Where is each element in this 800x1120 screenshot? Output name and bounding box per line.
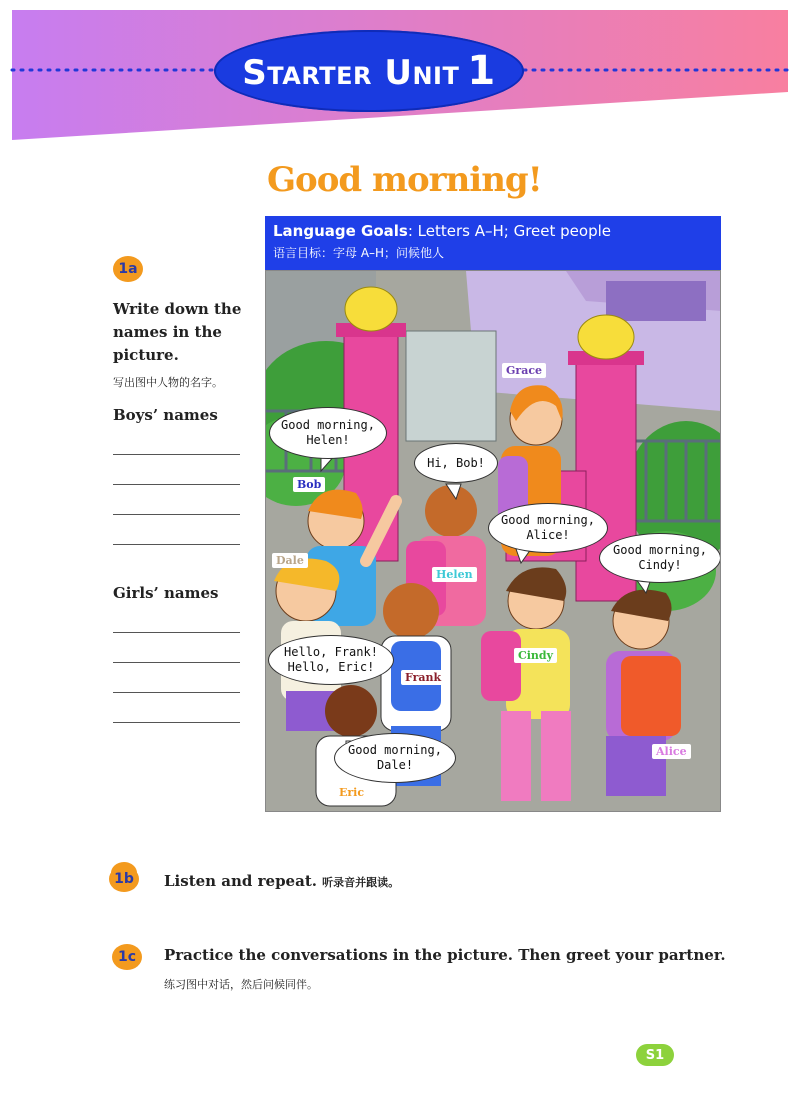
bubble-good-morning-dale bbox=[334, 733, 456, 783]
bubble-hi-bob bbox=[414, 443, 498, 483]
bubble-line: Helen! bbox=[306, 433, 350, 447]
badge-1c: 1c bbox=[112, 944, 142, 970]
goals-label: Language Goals bbox=[273, 222, 408, 240]
bubble-line: Hello, Eric! bbox=[287, 660, 375, 674]
boys-name-line-2[interactable] bbox=[113, 484, 240, 485]
bubble-line: Dale! bbox=[376, 758, 414, 772]
name-tag-frank: Frank bbox=[401, 670, 445, 685]
bubble-line: Hi, Bob! bbox=[427, 455, 485, 470]
boys-name-line-1[interactable] bbox=[113, 454, 240, 455]
lesson-title: Good morning! bbox=[267, 160, 542, 200]
bubble-line: Alice! bbox=[526, 528, 570, 542]
page-number: S1 bbox=[636, 1044, 674, 1066]
girls-name-line-2[interactable] bbox=[113, 662, 240, 663]
goals-chinese: 语言目标：字母 A–H；问候他人 bbox=[273, 246, 445, 260]
bubble-line: Good morning, bbox=[501, 513, 595, 527]
girls-name-line-3[interactable] bbox=[113, 692, 240, 693]
boys-name-line-4[interactable] bbox=[113, 544, 240, 545]
bubble-line: Cindy! bbox=[638, 558, 682, 572]
task-1b bbox=[164, 871, 399, 890]
task-1a-line-1: Write down the bbox=[113, 300, 242, 318]
task-1a-line-3: picture. bbox=[113, 346, 179, 364]
name-tag-eric: Eric bbox=[335, 785, 368, 800]
task-1a-chinese: 写出图中人物的名字。 bbox=[113, 376, 223, 389]
bubble-good-morning-cindy bbox=[599, 533, 721, 583]
task-1b-chinese: 听录音并跟读。 bbox=[322, 876, 400, 889]
task-1a-line-2: names in the bbox=[113, 323, 222, 341]
unit-word: Starter Unit bbox=[242, 53, 460, 93]
name-tag-dale: Dale bbox=[272, 553, 308, 568]
goals-english bbox=[273, 222, 713, 240]
boys-name-line-3[interactable] bbox=[113, 514, 240, 515]
name-tag-alice: Alice bbox=[652, 744, 691, 759]
language-goals-box bbox=[265, 216, 721, 270]
girls-names-label: Girls’ names bbox=[113, 584, 219, 602]
bubble-hello-frank-eric bbox=[268, 635, 394, 685]
bubble-line: Good morning, bbox=[613, 543, 707, 557]
name-tag-helen: Helen bbox=[432, 567, 477, 582]
unit-number: 1 bbox=[467, 48, 496, 94]
header-band bbox=[0, 0, 800, 150]
name-tag-grace: Grace bbox=[502, 363, 546, 378]
task-1c-text: Practice the conversations in the picture. Then greet your partner. bbox=[164, 946, 726, 964]
boys-names-label: Boys’ names bbox=[113, 406, 218, 424]
badge-1b: 1b bbox=[109, 866, 139, 892]
girls-name-line-1[interactable] bbox=[113, 632, 240, 633]
name-tag-cindy: Cindy bbox=[514, 648, 557, 663]
bubble-line: Hello, Frank! bbox=[284, 645, 378, 659]
girls-name-line-4[interactable] bbox=[113, 722, 240, 723]
task-1c-chinese: 练习图中对话，然后问候同伴。 bbox=[164, 978, 318, 991]
bubble-good-morning-helen bbox=[269, 407, 387, 459]
bubble-line: Good morning, bbox=[281, 418, 375, 432]
goals-text: : Letters A–H; Greet people bbox=[407, 222, 612, 240]
unit-oval bbox=[214, 30, 524, 112]
name-tag-bob: Bob bbox=[293, 477, 325, 492]
bubble-line: Good morning, bbox=[348, 743, 442, 757]
bubble-good-morning-alice bbox=[488, 503, 608, 553]
scene-picture bbox=[265, 270, 721, 812]
badge-1a: 1a bbox=[113, 256, 143, 282]
task-1b-text: Listen and repeat. bbox=[164, 872, 317, 890]
unit-title bbox=[242, 48, 495, 94]
